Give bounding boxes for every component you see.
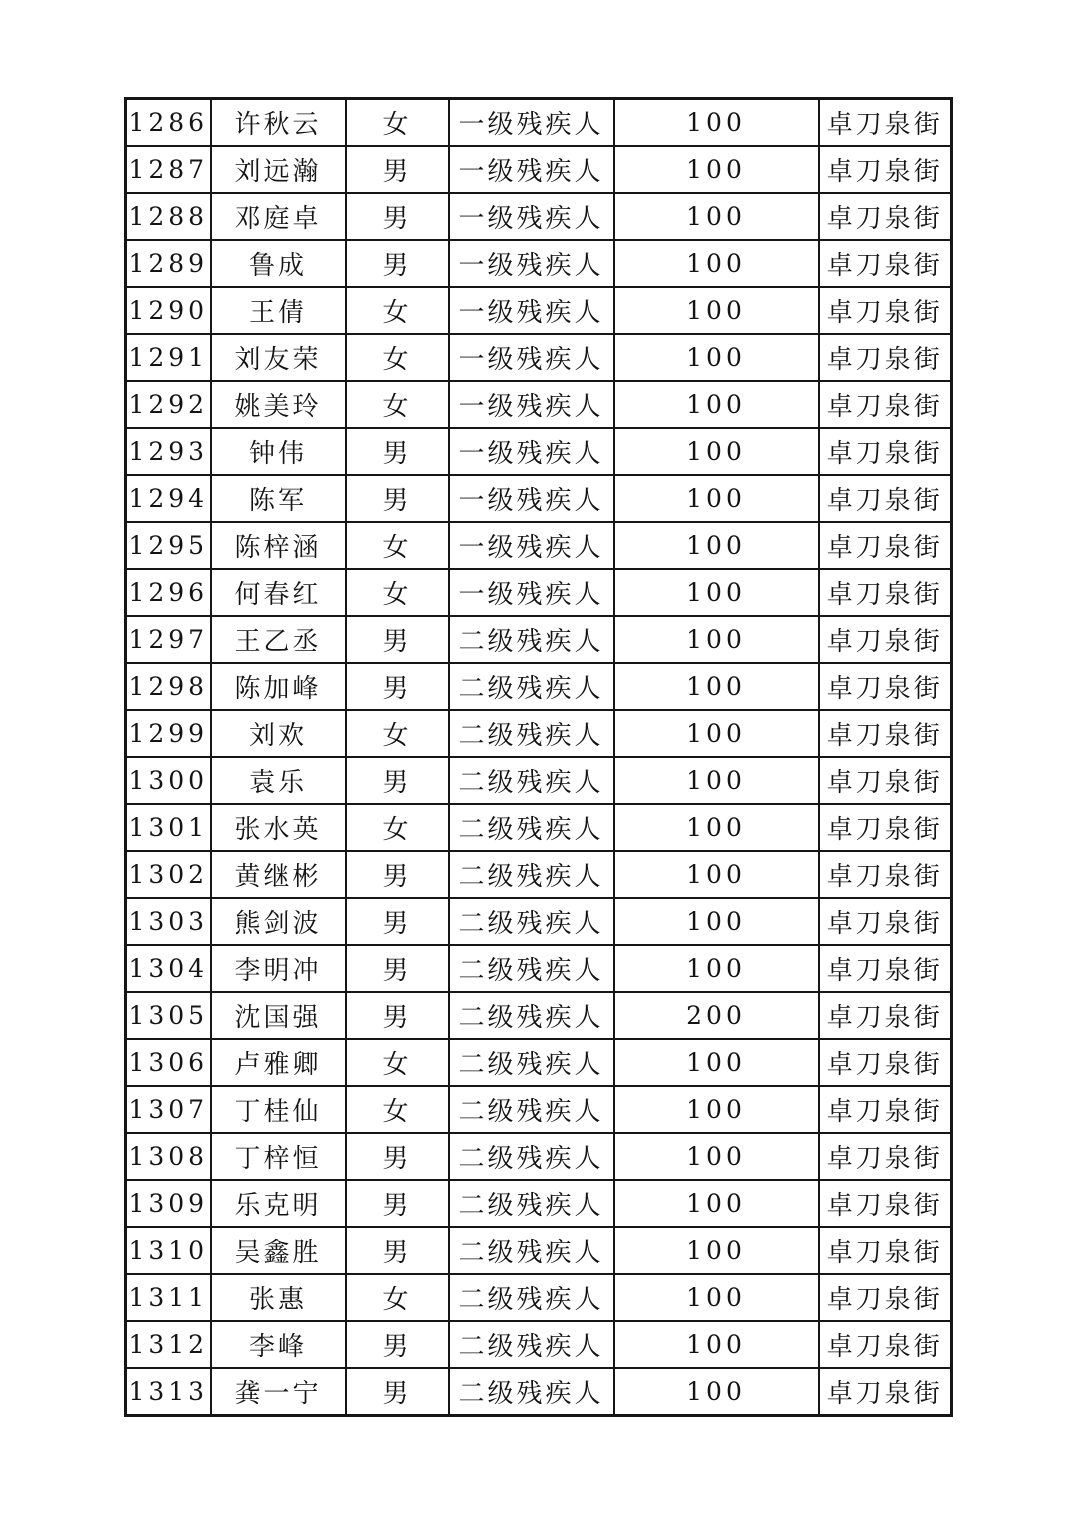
name-cell: 吴鑫胜 [211, 1227, 346, 1274]
amount-cell: 100 [614, 99, 819, 147]
table-row [126, 1274, 952, 1321]
street-cell: 卓刀泉街 [819, 1039, 952, 1086]
name-cell: 张水英 [211, 804, 346, 851]
table-row [126, 334, 952, 381]
name-cell: 陈梓涵 [211, 522, 346, 569]
table-row [126, 569, 952, 616]
table-row [126, 99, 952, 147]
disability-category-cell: 一级残疾人 [449, 146, 614, 193]
disability-category-cell: 一级残疾人 [449, 193, 614, 240]
gender-cell: 男 [346, 1368, 449, 1416]
table-row [126, 522, 952, 569]
gender-cell: 女 [346, 381, 449, 428]
name-cell: 张惠 [211, 1274, 346, 1321]
name-cell: 龚一宁 [211, 1368, 346, 1416]
disability-category-cell: 二级残疾人 [449, 898, 614, 945]
amount-cell: 100 [614, 804, 819, 851]
gender-cell: 女 [346, 804, 449, 851]
gender-cell: 女 [346, 710, 449, 757]
serial-number-cell: 1288 [126, 193, 211, 240]
serial-number-cell: 1297 [126, 616, 211, 663]
street-cell: 卓刀泉街 [819, 851, 952, 898]
name-cell: 熊剑波 [211, 898, 346, 945]
serial-number-cell: 1308 [126, 1133, 211, 1180]
amount-cell: 100 [614, 569, 819, 616]
name-cell: 丁梓恒 [211, 1133, 346, 1180]
name-cell: 刘远瀚 [211, 146, 346, 193]
serial-number-cell: 1294 [126, 475, 211, 522]
gender-cell: 女 [346, 1086, 449, 1133]
gender-cell: 男 [346, 1180, 449, 1227]
name-cell: 王乙丞 [211, 616, 346, 663]
table-container [124, 97, 953, 1417]
name-cell: 沈国强 [211, 992, 346, 1039]
serial-number-cell: 1295 [126, 522, 211, 569]
table-row [126, 381, 952, 428]
name-cell: 李明冲 [211, 945, 346, 992]
gender-cell: 女 [346, 522, 449, 569]
table-row [126, 1086, 952, 1133]
gender-cell: 女 [346, 569, 449, 616]
serial-number-cell: 1299 [126, 710, 211, 757]
street-cell: 卓刀泉街 [819, 898, 952, 945]
name-cell: 刘欢 [211, 710, 346, 757]
street-cell: 卓刀泉街 [819, 240, 952, 287]
table-row [126, 1368, 952, 1416]
amount-cell: 100 [614, 287, 819, 334]
disability-category-cell: 一级残疾人 [449, 381, 614, 428]
disability-category-cell: 二级残疾人 [449, 945, 614, 992]
table-row [126, 945, 952, 992]
amount-cell: 100 [614, 1321, 819, 1368]
gender-cell: 男 [346, 851, 449, 898]
street-cell: 卓刀泉街 [819, 1274, 952, 1321]
table-row [126, 428, 952, 475]
amount-cell: 100 [614, 1368, 819, 1416]
amount-cell: 100 [614, 851, 819, 898]
serial-number-cell: 1310 [126, 1227, 211, 1274]
disability-category-cell: 一级残疾人 [449, 522, 614, 569]
disability-category-cell: 二级残疾人 [449, 757, 614, 804]
gender-cell: 男 [346, 1227, 449, 1274]
name-cell: 黄继彬 [211, 851, 346, 898]
amount-cell: 100 [614, 428, 819, 475]
gender-cell: 女 [346, 99, 449, 147]
amount-cell: 100 [614, 193, 819, 240]
gender-cell: 男 [346, 757, 449, 804]
serial-number-cell: 1313 [126, 1368, 211, 1416]
amount-cell: 100 [614, 475, 819, 522]
amount-cell: 100 [614, 1274, 819, 1321]
table-row [126, 663, 952, 710]
street-cell: 卓刀泉街 [819, 616, 952, 663]
gender-cell: 女 [346, 1039, 449, 1086]
name-cell: 许秋云 [211, 99, 346, 147]
table-row [126, 146, 952, 193]
gender-cell: 男 [346, 1321, 449, 1368]
name-cell: 李峰 [211, 1321, 346, 1368]
street-cell: 卓刀泉街 [819, 1227, 952, 1274]
serial-number-cell: 1305 [126, 992, 211, 1039]
serial-number-cell: 1309 [126, 1180, 211, 1227]
table-row [126, 710, 952, 757]
name-cell: 何春红 [211, 569, 346, 616]
amount-cell: 100 [614, 1180, 819, 1227]
table-row [126, 1133, 952, 1180]
street-cell: 卓刀泉街 [819, 334, 952, 381]
table-row [126, 757, 952, 804]
disability-category-cell: 二级残疾人 [449, 1133, 614, 1180]
disability-category-cell: 一级残疾人 [449, 475, 614, 522]
amount-cell: 200 [614, 992, 819, 1039]
disability-category-cell: 一级残疾人 [449, 428, 614, 475]
table-row [126, 804, 952, 851]
gender-cell: 男 [346, 428, 449, 475]
street-cell: 卓刀泉街 [819, 287, 952, 334]
table-row [126, 1180, 952, 1227]
amount-cell: 100 [614, 381, 819, 428]
disability-category-cell: 一级残疾人 [449, 287, 614, 334]
gender-cell: 男 [346, 193, 449, 240]
disability-category-cell: 一级残疾人 [449, 99, 614, 147]
amount-cell: 100 [614, 146, 819, 193]
street-cell: 卓刀泉街 [819, 146, 952, 193]
gender-cell: 男 [346, 240, 449, 287]
street-cell: 卓刀泉街 [819, 945, 952, 992]
disability-category-cell: 一级残疾人 [449, 569, 614, 616]
street-cell: 卓刀泉街 [819, 522, 952, 569]
serial-number-cell: 1287 [126, 146, 211, 193]
street-cell: 卓刀泉街 [819, 992, 952, 1039]
serial-number-cell: 1302 [126, 851, 211, 898]
serial-number-cell: 1312 [126, 1321, 211, 1368]
amount-cell: 100 [614, 945, 819, 992]
table-row [126, 475, 952, 522]
table-row [126, 287, 952, 334]
street-cell: 卓刀泉街 [819, 475, 952, 522]
name-cell: 陈军 [211, 475, 346, 522]
serial-number-cell: 1298 [126, 663, 211, 710]
gender-cell: 男 [346, 663, 449, 710]
serial-number-cell: 1296 [126, 569, 211, 616]
amount-cell: 100 [614, 1227, 819, 1274]
gender-cell: 女 [346, 334, 449, 381]
street-cell: 卓刀泉街 [819, 710, 952, 757]
gender-cell: 男 [346, 475, 449, 522]
street-cell: 卓刀泉街 [819, 99, 952, 147]
street-cell: 卓刀泉街 [819, 193, 952, 240]
disability-category-cell: 二级残疾人 [449, 663, 614, 710]
name-cell: 陈加峰 [211, 663, 346, 710]
street-cell: 卓刀泉街 [819, 428, 952, 475]
street-cell: 卓刀泉街 [819, 757, 952, 804]
street-cell: 卓刀泉街 [819, 663, 952, 710]
table-row [126, 240, 952, 287]
table-row [126, 1039, 952, 1086]
amount-cell: 100 [614, 1133, 819, 1180]
serial-number-cell: 1303 [126, 898, 211, 945]
disability-category-cell: 二级残疾人 [449, 1086, 614, 1133]
serial-number-cell: 1291 [126, 334, 211, 381]
serial-number-cell: 1306 [126, 1039, 211, 1086]
disability-category-cell: 一级残疾人 [449, 240, 614, 287]
amount-cell: 100 [614, 616, 819, 663]
disability-category-cell: 二级残疾人 [449, 1274, 614, 1321]
gender-cell: 女 [346, 287, 449, 334]
gender-cell: 男 [346, 146, 449, 193]
name-cell: 邓庭卓 [211, 193, 346, 240]
disability-category-cell: 二级残疾人 [449, 1227, 614, 1274]
serial-number-cell: 1311 [126, 1274, 211, 1321]
table-row [126, 1227, 952, 1274]
name-cell: 鲁成 [211, 240, 346, 287]
amount-cell: 100 [614, 1039, 819, 1086]
name-cell: 刘友荣 [211, 334, 346, 381]
name-cell: 钟伟 [211, 428, 346, 475]
disability-category-cell: 二级残疾人 [449, 992, 614, 1039]
amount-cell: 100 [614, 663, 819, 710]
serial-number-cell: 1293 [126, 428, 211, 475]
disability-category-cell: 二级残疾人 [449, 1039, 614, 1086]
serial-number-cell: 1286 [126, 99, 211, 147]
street-cell: 卓刀泉街 [819, 381, 952, 428]
serial-number-cell: 1292 [126, 381, 211, 428]
name-cell: 卢雅卿 [211, 1039, 346, 1086]
street-cell: 卓刀泉街 [819, 1368, 952, 1416]
disability-category-cell: 二级残疾人 [449, 616, 614, 663]
amount-cell: 100 [614, 1086, 819, 1133]
gender-cell: 男 [346, 1133, 449, 1180]
table-row [126, 616, 952, 663]
disability-category-cell: 二级残疾人 [449, 1321, 614, 1368]
disability-category-cell: 二级残疾人 [449, 1368, 614, 1416]
gender-cell: 男 [346, 945, 449, 992]
serial-number-cell: 1289 [126, 240, 211, 287]
table-body [126, 99, 952, 1416]
street-cell: 卓刀泉街 [819, 1086, 952, 1133]
amount-cell: 100 [614, 334, 819, 381]
table-row [126, 851, 952, 898]
table-row [126, 898, 952, 945]
table-row [126, 193, 952, 240]
amount-cell: 100 [614, 898, 819, 945]
amount-cell: 100 [614, 710, 819, 757]
serial-number-cell: 1300 [126, 757, 211, 804]
benefits-table [124, 97, 953, 1417]
disability-category-cell: 一级残疾人 [449, 334, 614, 381]
street-cell: 卓刀泉街 [819, 569, 952, 616]
gender-cell: 男 [346, 992, 449, 1039]
disability-category-cell: 二级残疾人 [449, 851, 614, 898]
name-cell: 袁乐 [211, 757, 346, 804]
gender-cell: 男 [346, 616, 449, 663]
name-cell: 乐克明 [211, 1180, 346, 1227]
amount-cell: 100 [614, 757, 819, 804]
serial-number-cell: 1307 [126, 1086, 211, 1133]
serial-number-cell: 1301 [126, 804, 211, 851]
table-row [126, 1321, 952, 1368]
disability-category-cell: 二级残疾人 [449, 1180, 614, 1227]
disability-category-cell: 二级残疾人 [449, 710, 614, 757]
serial-number-cell: 1304 [126, 945, 211, 992]
disability-category-cell: 二级残疾人 [449, 804, 614, 851]
serial-number-cell: 1290 [126, 287, 211, 334]
name-cell: 姚美玲 [211, 381, 346, 428]
gender-cell: 男 [346, 898, 449, 945]
gender-cell: 女 [346, 1274, 449, 1321]
table-row [126, 992, 952, 1039]
street-cell: 卓刀泉街 [819, 804, 952, 851]
street-cell: 卓刀泉街 [819, 1321, 952, 1368]
name-cell: 丁桂仙 [211, 1086, 346, 1133]
amount-cell: 100 [614, 522, 819, 569]
name-cell: 王倩 [211, 287, 346, 334]
street-cell: 卓刀泉街 [819, 1180, 952, 1227]
street-cell: 卓刀泉街 [819, 1133, 952, 1180]
amount-cell: 100 [614, 240, 819, 287]
